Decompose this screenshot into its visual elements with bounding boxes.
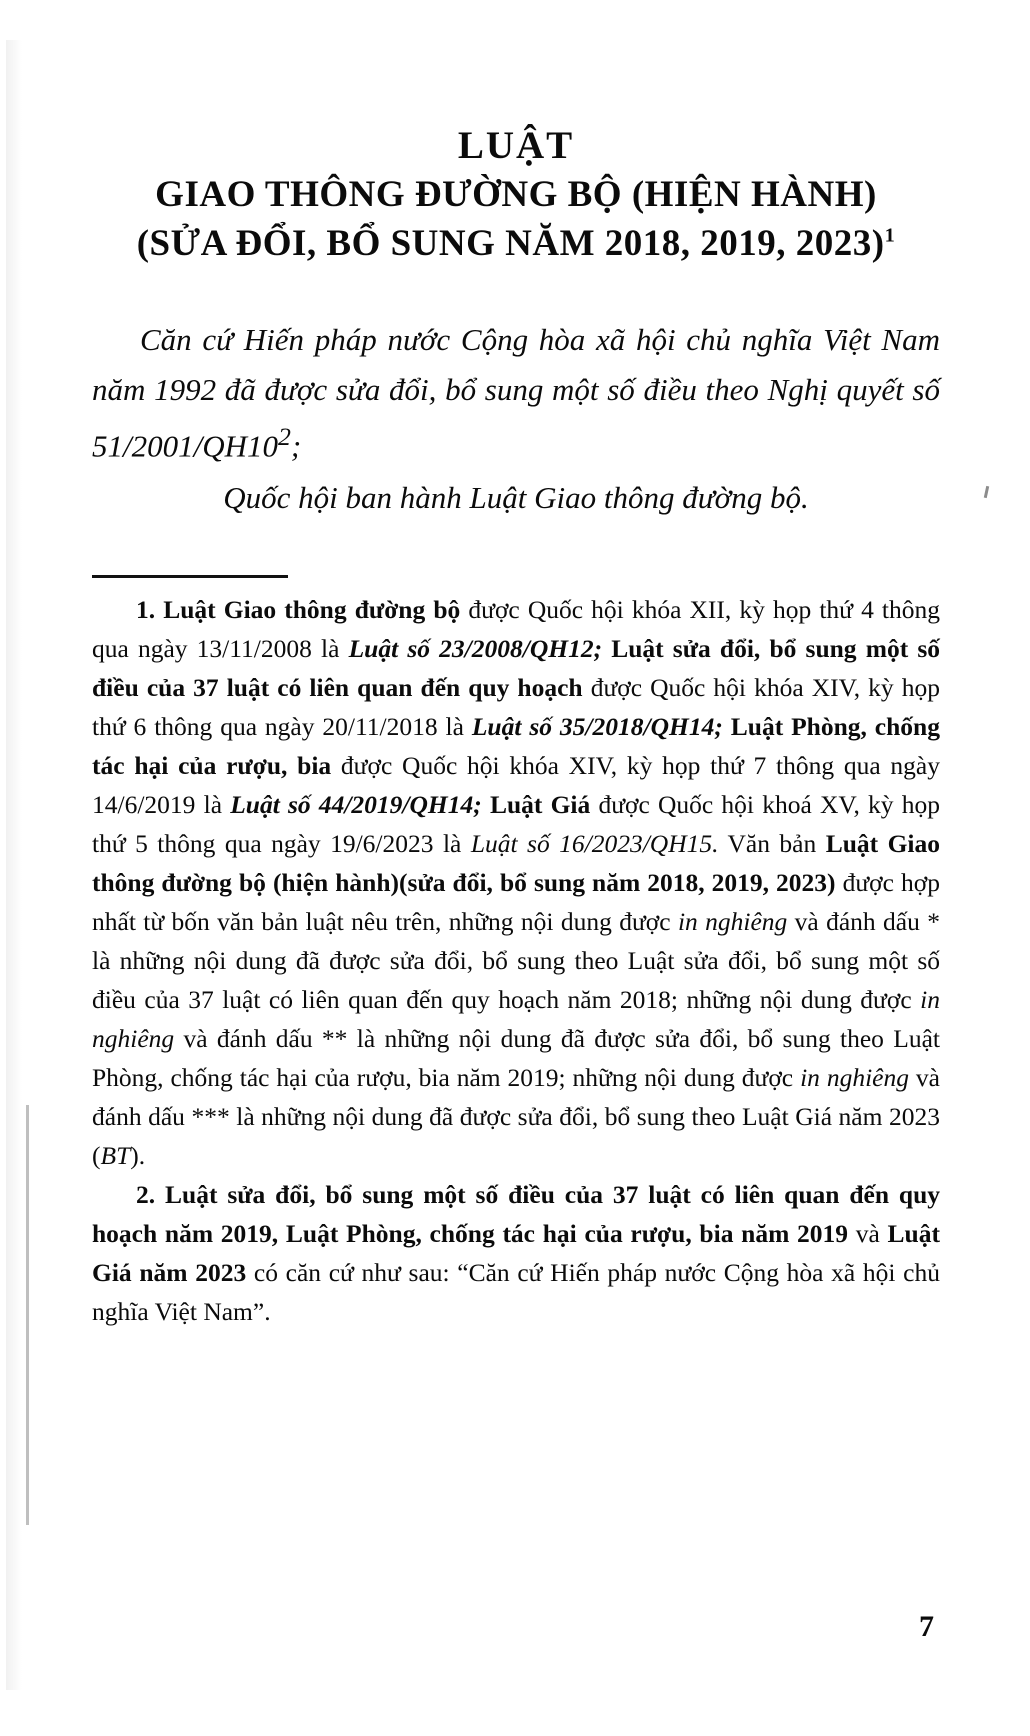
footnote-text-run: được Quốc hội khoá XV, kỳ họp thứ 5 thông qua ngày 19/6/2023 là bbox=[92, 790, 940, 859]
footnote-text-run: Luật Phòng, chống tác hại của rượu, bia bbox=[92, 712, 940, 781]
footnote-number: 1. bbox=[136, 595, 156, 625]
title-line-2: GIAO THÔNG ĐƯỜNG BỘ (HIỆN HÀNH) bbox=[155, 174, 877, 216]
footnote-text-run bbox=[155, 595, 163, 624]
footnote-text-run: Luật Giao thông đường bộ bbox=[163, 595, 461, 625]
footnote-text-run: in nghiêng bbox=[677, 907, 788, 937]
footnote-text-run: được Quốc hội khóa XII, kỳ họp thứ 4 thông qua ngày 13/11/2008 là bbox=[92, 595, 940, 664]
scan-edge-line-artifact bbox=[26, 1105, 29, 1525]
footnote-item bbox=[92, 590, 940, 1175]
title-line-3 bbox=[92, 220, 940, 269]
footnote-text-run bbox=[482, 790, 490, 819]
preamble-tail: ; bbox=[290, 427, 302, 463]
title-line-3-text: (SỬA ĐỔI, BỔ SUNG NĂM 2018, 2019, 2023) bbox=[136, 223, 885, 265]
page-title bbox=[92, 120, 940, 269]
footnote-text-run: và đánh dấu *** là những nội dung đã được sửa đổi, bổ sung theo Luật Giá năm 2023 ( bbox=[92, 1063, 940, 1171]
footnote-text-run: Luật số 44/2019/QH14; bbox=[230, 790, 482, 820]
footnote-text-run bbox=[155, 1180, 165, 1209]
page-number: 7 bbox=[919, 1610, 934, 1643]
scan-edge-artifact bbox=[6, 40, 22, 1690]
footnote-text-run bbox=[723, 712, 731, 741]
footnote-number: 2. bbox=[136, 1180, 156, 1210]
footnote-text-run: và bbox=[848, 1219, 888, 1249]
footnote-text-run: Luật Giá năm 2023 bbox=[92, 1219, 940, 1288]
footnote-item bbox=[92, 1175, 940, 1331]
preamble-text-1: Căn cứ Hiến pháp nước Cộng hòa xã hội chủ nghĩa Việt Nam năm 1992 đã được sửa đổi, bổ sung một số điều theo Nghị quyết số 51/2001/QH10 bbox=[92, 322, 940, 463]
footnote-text-run: Luật sửa đổi, bổ sung một số điều của 37 luật có liên quan đến quy hoạch bbox=[92, 634, 941, 703]
title-line-1: LUẬT bbox=[457, 124, 575, 167]
footnotes bbox=[92, 590, 940, 1331]
preamble-paragraph-2: Quốc hội ban hành Luật Giao thông đường bộ. bbox=[223, 480, 809, 516]
footnote-separator bbox=[92, 575, 288, 578]
footnote-text-run: in nghiêng bbox=[92, 985, 940, 1054]
preamble-paragraph-1 bbox=[92, 315, 940, 471]
footnote-text-run: Luật Giao thông đường bộ (hiện hành)(sửa đổi, bổ sung năm 2018, 2019, 2023) bbox=[92, 829, 940, 898]
footnote-text-run: được Quốc hội khóa XIV, kỳ họp thứ 7 thông qua ngày 14/6/2019 là bbox=[92, 751, 940, 820]
title-footnote-marker: 1 bbox=[884, 224, 896, 247]
preamble bbox=[92, 315, 940, 523]
footnote-text-run: Luật số 16/2023/QH15. bbox=[470, 829, 719, 859]
footnote-text-run: có căn cứ như sau: “Căn cứ Hiến pháp nước Cộng hòa xã hội chủ nghĩa Việt Nam”. bbox=[92, 1258, 941, 1327]
footnote-text-run: Luật số 35/2018/QH14; bbox=[471, 712, 723, 742]
footnote-text-run: Luật số 23/2008/QH12; bbox=[348, 634, 603, 664]
footnote-text-run: được hợp nhất từ bốn văn bản luật nêu trên, những nội dung được bbox=[92, 868, 941, 937]
footnote-text-run bbox=[602, 634, 611, 663]
footnote-text-run: và đánh dấu * là những nội dung đã được sửa đổi, bổ sung theo Luật sửa đổi, bổ sung một số điều của 37 luật có liên quan đến quy hoạch năm 2018; những nội dung được bbox=[92, 907, 940, 1015]
preamble-footnote-marker: 2 bbox=[278, 421, 291, 451]
footnote-text-run: Luật Giá bbox=[489, 790, 591, 820]
footnote-text-run: được Quốc hội khóa XIV, kỳ họp thứ 6 thông qua ngày 20/11/2018 là bbox=[92, 673, 940, 742]
scan-speck-artifact bbox=[984, 486, 989, 498]
footnote-text-run: Văn bản bbox=[718, 829, 826, 859]
footnote-text-run: BT bbox=[100, 1141, 131, 1171]
footnote-text-run: ). bbox=[130, 1141, 146, 1171]
footnote-text-run: in nghiêng bbox=[800, 1063, 909, 1093]
footnote-text-run: Luật sửa đổi, bổ sung một số điều của 37 luật có liên quan đến quy hoạch năm 2019, Luật Phòng, chống tác hại của rượu, bia năm 2019 bbox=[92, 1180, 941, 1249]
footnote-text-run: và đánh dấu ** là những nội dung đã được sửa đổi, bổ sung theo Luật Phòng, chống tác hại của rượu, bia năm 2019; những nội dung được bbox=[92, 1024, 940, 1093]
